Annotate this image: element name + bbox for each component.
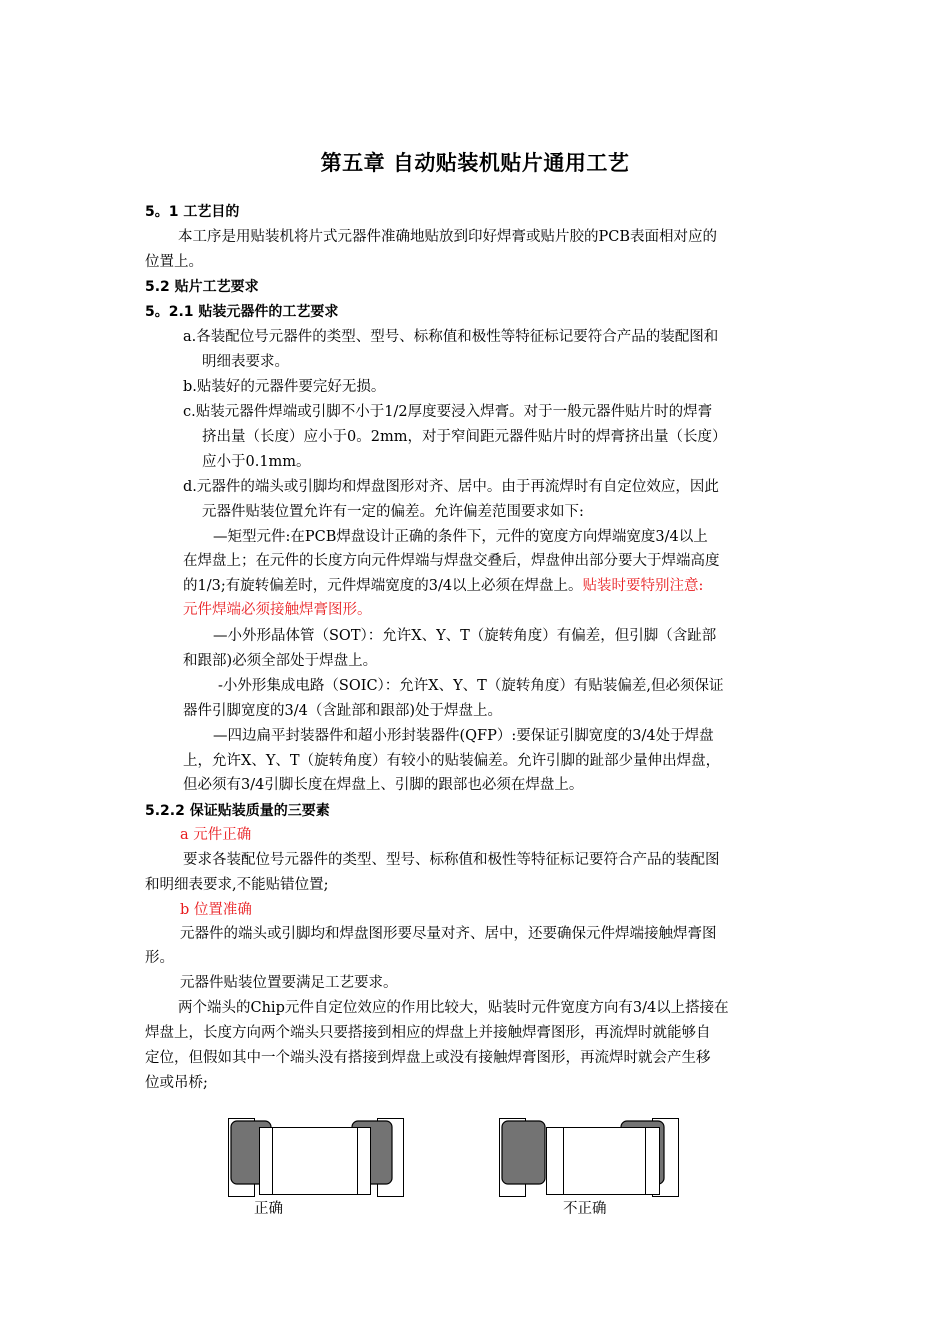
incorrect-caption: 不正确 [563, 1201, 607, 1217]
list-item-d-cont: 元器件贴装位置允许有一定的偏差。允许偏差范围要求如下: [202, 504, 584, 520]
warning-text: 贴装时要特别注意: [582, 578, 704, 594]
correct-placement-diagram [228, 1115, 408, 1200]
subheading-a: a 元件正确 [180, 827, 252, 843]
paragraph-line: 要求各装配位号元器件的类型、型号、标称值和极性等特征标记要符合产品的装配图 [183, 852, 720, 868]
paragraph-line: 上，允许X、Y、T（旋转角度）有较小的贴装偏差。允许引脚的趾部少量伸出焊盘， [183, 753, 721, 769]
page-title: 第五章 自动贴装机贴片通用工艺 [320, 151, 630, 175]
list-item-b: b.贴装好的元器件要完好无损。 [183, 379, 386, 395]
paragraph-line: 在焊盘上；在元件的长度方向元件焊端与焊盘交叠后，焊盘伸出部分要大于焊端高度 [183, 553, 720, 569]
warning-text: 元件焊端必须接触焊膏图形。 [183, 602, 372, 618]
paragraph-line: 元器件贴装位置要满足工艺要求。 [180, 975, 398, 991]
paragraph-line: 焊盘上，长度方向两个端头只要搭接到相应的焊盘上并接触焊膏图形，再流焊时就能够自 [145, 1025, 711, 1041]
paragraph-line: 形。 [145, 950, 174, 966]
section-5-2-heading: 5.2 贴片工艺要求 [145, 279, 259, 295]
incorrect-placement-diagram [499, 1115, 684, 1200]
paragraph-line: 本工序是用贴装机将片式元器件准确地贴放到印好焊膏或贴片胶的PCB表面相对应的 [178, 229, 718, 245]
rect-component-rule: —矩型元件:在PCB焊盘设计正确的条件下，元件的宽度方向焊端宽度3/4以上 [213, 529, 708, 545]
list-item-c: c.贴装元器件焊端或引脚不小于1/2厚度要浸入焊膏。对于一般元器件贴片时的焊膏 [183, 404, 713, 420]
list-item-a-cont: 明细表要求。 [202, 354, 289, 370]
paragraph-line [183, 576, 703, 596]
paragraph-line: 器件引脚宽度的3/4（含趾部和跟部)处于焊盘上。 [183, 703, 502, 719]
section-5-2-1-heading: 5。2.1 贴装元器件的工艺要求 [145, 304, 339, 320]
solder-paste-left [502, 1121, 545, 1184]
paragraph-line: 和跟部)必须全部处于焊盘上。 [183, 653, 378, 669]
paragraph-line: 位置上。 [145, 254, 203, 270]
list-item-c-cont: 挤出量（长度）应小于0。2mm，对于窄间距元器件贴片时的焊膏挤出量（长度） [202, 429, 727, 445]
paragraph-line: 定位，但假如其中一个端头没有搭接到焊盘上或没有接触焊膏图形，再流焊时就会产生移 [145, 1050, 711, 1066]
chip-component [260, 1128, 371, 1195]
list-item-a: a.各装配位号元器件的类型、型号、标称值和极性等特征标记要符合产品的装配图和 [183, 329, 719, 345]
paragraph-line: 但必须有3/4引脚长度在焊盘上、引脚的跟部也必须在焊盘上。 [183, 777, 584, 793]
correct-caption: 正确 [254, 1201, 283, 1217]
sot-rule: —小外形晶体管（SOT）：允许X、Y、T（旋转角度）有偏差，但引脚（含趾部 [213, 628, 717, 644]
paragraph-line: 和明细表要求,不能贴错位置; [145, 877, 329, 893]
section-5-1-heading: 5。1 工艺目的 [145, 204, 240, 220]
paragraph-line: 元器件的端头或引脚均和焊盘图形要尽量对齐、居中，还要确保元件焊端接触焊膏图 [180, 926, 717, 942]
section-5-2-2-heading: 5.2.2 保证贴装质量的三要素 [145, 803, 330, 819]
subheading-b: b 位置准确 [180, 902, 252, 918]
paragraph-line: 位或吊桥; [145, 1075, 208, 1091]
soic-rule: -小外形集成电路（SOIC）：允许X、Y、T（旋转角度）有贴装偏差,但必须保证 [218, 678, 724, 694]
list-item-d: d.元器件的端头或引脚均和焊盘图形对齐、居中。由于再流焊时有自定位效应，因此 [183, 479, 719, 495]
list-item-c-cont: 应小于0.1mm。 [202, 454, 311, 470]
paragraph-text: 的1/3;有旋转偏差时，元件焊端宽度的3/4以上必须在焊盘上。 [183, 578, 583, 594]
paragraph-line: 两个端头的Chip元件自定位效应的作用比较大，贴装时元件宽度方向有3/4以上搭接在 [178, 1000, 729, 1016]
qfp-rule: —四边扁平封装器件和超小形封装器件(QFP）:要保证引脚宽度的3/4处于焊盘 [213, 728, 714, 744]
